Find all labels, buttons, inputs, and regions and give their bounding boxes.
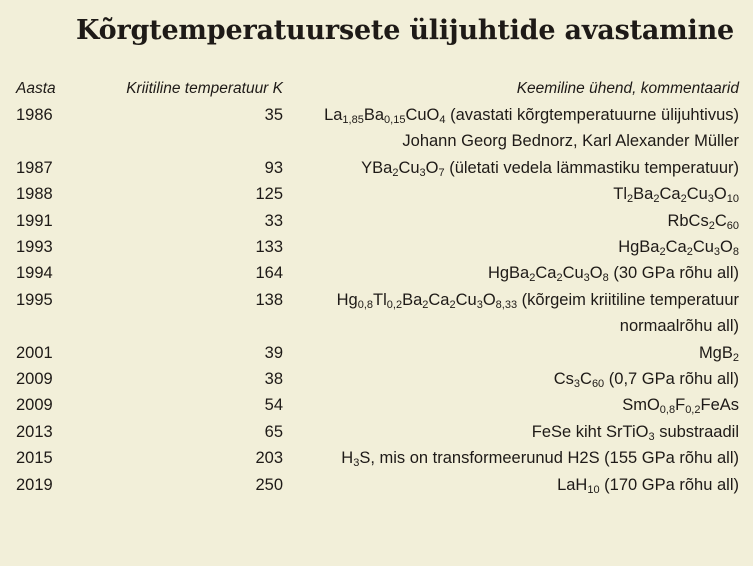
header-compound: Keemiline ühend, kommentaarid xyxy=(516,80,739,97)
cell-compound: $Hg_{0,8}Tl_{0,2}Ba_2Ca_2Cu_3O_{8,33}$ (kõrgeim kriitiline temperatuur xyxy=(336,290,739,311)
table-row xyxy=(0,472,753,498)
table-row xyxy=(0,181,753,207)
cell-compound: $Cs_3C_{60}$ (0,7 GPa rõhu all) xyxy=(553,370,739,390)
cell-compound: $H_3S$, mis on transformeerunud H2S (155 GPa rõhu all) xyxy=(341,449,739,470)
cell-temperature: 125 xyxy=(255,185,283,204)
cell-temperature: 54 xyxy=(264,396,283,415)
table-row xyxy=(0,445,753,471)
table-row xyxy=(0,419,753,445)
cell-compound: MgB$_2$ xyxy=(698,343,739,364)
table-row xyxy=(0,392,753,418)
cell-compound: $RbCs_2C_{60}$ xyxy=(667,211,739,232)
cell-year: 2015 xyxy=(16,449,53,468)
cell-year: 1994 xyxy=(16,264,53,283)
cell-temperature: 164 xyxy=(255,264,283,283)
table-header xyxy=(0,76,753,102)
cell-temperature: 33 xyxy=(264,211,283,230)
cell-temperature: 93 xyxy=(264,158,283,177)
cell-temperature: 65 xyxy=(264,422,283,441)
cell-compound: $YBa_2Cu_3O_7$ (ületati vedela lämmastiku temperatuur) xyxy=(361,158,739,179)
table-row xyxy=(0,208,753,234)
cell-year: 1988 xyxy=(16,185,53,204)
cell-year: 2009 xyxy=(16,396,53,415)
cell-compound: $Tl_2Ba_2Ca_2Cu_3O_{10}$ xyxy=(613,185,739,206)
table-row xyxy=(0,155,753,181)
cell-compound: $La_{1,85}Ba_{0,15}CuO_4$ (avastati kõrgtemperatuurne ülijuhtivus) xyxy=(324,106,739,126)
cell-temperature: 35 xyxy=(264,106,283,124)
cell-compound: $SmO_{0,8}F_{0,2}FeAs$ xyxy=(622,396,739,417)
header-year: Aasta xyxy=(16,80,56,97)
cell-compound: normaalrõhu all) xyxy=(619,317,739,336)
cell-year: 2013 xyxy=(16,422,53,441)
table-row xyxy=(0,340,753,366)
table-row xyxy=(0,234,753,260)
cell-compound: $HgBa_2Ca_2Cu_3O_8$ (30 GPa rõhu all) xyxy=(487,264,739,285)
cell-year: 1991 xyxy=(16,211,53,230)
cell-year: 1986 xyxy=(16,106,53,124)
cell-year: 1993 xyxy=(16,238,53,256)
table-row xyxy=(0,102,753,128)
cell-year: 2009 xyxy=(16,370,53,388)
cell-compound: Johann Georg Bednorz, Karl Alexander Müller xyxy=(402,132,739,151)
table-row xyxy=(0,287,753,313)
cell-year: 2019 xyxy=(16,475,53,494)
cell-year: 1987 xyxy=(16,158,53,177)
cell-temperature: 38 xyxy=(264,370,283,388)
cell-compound: $HgBa_2Ca_2Cu_3O_8$ xyxy=(618,238,739,258)
table-row xyxy=(0,260,753,286)
page-title: Kõrgtemperatuursete ülijuhtide avastamine xyxy=(76,15,735,46)
cell-compound: FeSe kiht SrTiO$_3$ substraadil xyxy=(531,422,739,443)
table-row xyxy=(0,313,753,339)
table-row xyxy=(0,366,753,392)
cell-temperature: 133 xyxy=(255,238,283,256)
cell-year: 1995 xyxy=(16,290,53,309)
cell-temperature: 250 xyxy=(255,475,283,494)
header-temperature: Kriitiline temperatuur K xyxy=(126,80,283,97)
table-row xyxy=(0,128,753,154)
cell-year: 2001 xyxy=(16,343,53,362)
cell-temperature: 203 xyxy=(255,449,283,468)
cell-temperature: 39 xyxy=(264,343,283,362)
cell-temperature: 138 xyxy=(255,290,283,309)
cell-compound: LaH$_{10}$ (170 GPa rõhu all) xyxy=(557,475,739,496)
